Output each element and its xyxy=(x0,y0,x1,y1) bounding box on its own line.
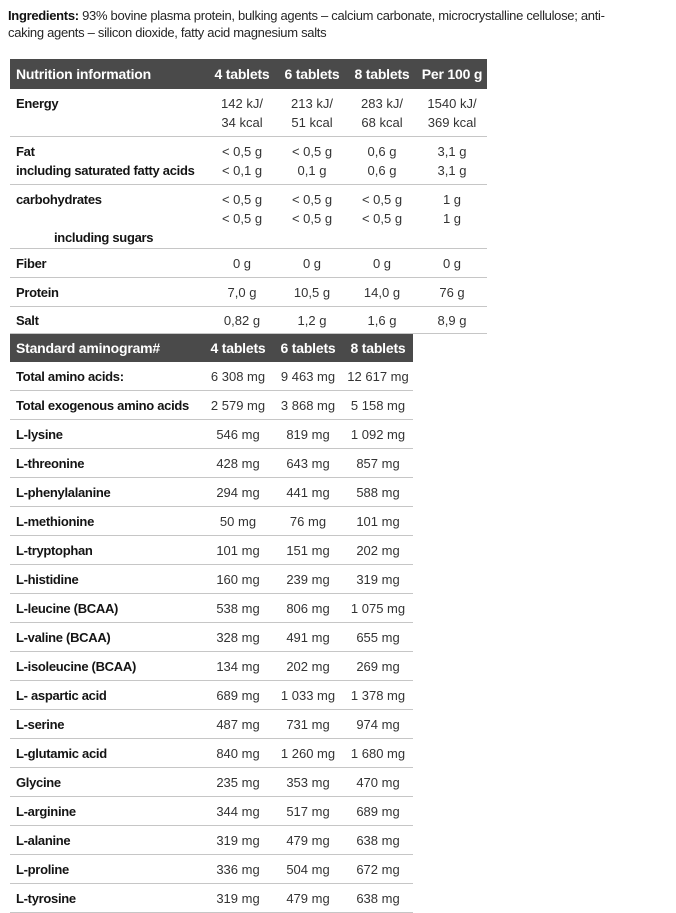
table-row-protein xyxy=(10,278,487,307)
carbs-8tab: < 0,5 g < 0,5 g xyxy=(361,192,403,226)
amino-value-8tab: 638 mg xyxy=(356,832,400,848)
amino-value-4tab: 101 mg xyxy=(216,542,260,558)
table-row xyxy=(10,681,413,710)
table-row xyxy=(10,594,413,623)
amino-value-4tab: 487 mg xyxy=(216,716,260,732)
amino-acid-label: L- aspartic acid xyxy=(16,687,107,703)
table-row xyxy=(10,507,413,536)
amino-value-8tab: 689 mg xyxy=(356,803,400,819)
ingredients-text-line1: 93% bovine plasma protein, bulking agents – calcium carbonate, microcrystalline cellulose; anti- xyxy=(78,8,605,23)
table-row xyxy=(10,565,413,594)
aminogram-header-row xyxy=(10,334,413,362)
carbs-label: carbohydrates including sugars xyxy=(10,190,207,247)
amino-value-6tab: 3 868 mg xyxy=(280,397,336,413)
table-row-energy xyxy=(10,89,487,137)
amino-value-6tab: 491 mg xyxy=(286,629,330,645)
amino-value-8tab: 857 mg xyxy=(356,455,400,471)
ingredients-line1 xyxy=(8,7,668,24)
amino-value-8tab: 1 680 mg xyxy=(350,745,406,761)
table-row xyxy=(10,449,413,478)
amino-value-6tab: 353 mg xyxy=(286,774,330,790)
amino-value-8tab: 12 617 mg xyxy=(347,368,409,384)
amino-value-6tab: 731 mg xyxy=(286,716,330,732)
table-row xyxy=(10,826,413,855)
table-row xyxy=(10,478,413,507)
table-row xyxy=(10,536,413,565)
energy-per100g: 1540 kJ/ 369 kcal xyxy=(427,96,477,130)
energy-6tab: 213 kJ/ 51 kcal xyxy=(291,96,333,130)
amino-col-header-8-tablets: 8 tablets xyxy=(350,340,406,356)
amino-value-8tab: 638 mg xyxy=(356,890,400,906)
amino-value-6tab: 643 mg xyxy=(286,455,330,471)
amino-value-6tab: 479 mg xyxy=(286,832,330,848)
amino-acid-label: L-methionine xyxy=(16,513,95,529)
ingredients-paragraph xyxy=(8,7,668,41)
protein-8tab: 14,0 g xyxy=(363,284,401,300)
carbs-sublabel: including sugars xyxy=(54,230,154,245)
amino-value-6tab: 819 mg xyxy=(286,426,330,442)
fiber-per100g: 0 g xyxy=(442,255,462,271)
amino-value-8tab: 1 075 mg xyxy=(350,600,406,616)
amino-acid-label: L-threonine xyxy=(16,455,85,471)
salt-6tab: 1,2 g xyxy=(297,312,327,328)
aminogram-table xyxy=(10,334,413,913)
amino-value-4tab: 344 mg xyxy=(216,803,260,819)
amino-acid-label: Total exogenous amino acids xyxy=(16,397,189,413)
fat-sublabel: including saturated fatty acids xyxy=(16,163,195,178)
amino-value-4tab: 6 308 mg xyxy=(210,368,266,384)
fiber-4tab: 0 g xyxy=(232,255,252,271)
fiber-label: Fiber xyxy=(16,255,47,271)
carbs-6tab: < 0,5 g < 0,5 g xyxy=(291,192,333,226)
protein-per100g: 76 g xyxy=(439,284,465,300)
amino-value-8tab: 5 158 mg xyxy=(350,397,406,413)
protein-6tab: 10,5 g xyxy=(293,284,331,300)
amino-acid-label: L-leucine (BCAA) xyxy=(16,600,119,616)
fat-4tab: < 0,5 g < 0,1 g xyxy=(221,144,263,178)
amino-value-6tab: 9 463 mg xyxy=(280,368,336,384)
amino-value-8tab: 672 mg xyxy=(356,861,400,877)
amino-value-4tab: 2 579 mg xyxy=(210,397,266,413)
amino-value-4tab: 840 mg xyxy=(216,745,260,761)
amino-acid-label: L-lysine xyxy=(16,426,63,442)
amino-value-8tab: 1 378 mg xyxy=(350,687,406,703)
amino-value-4tab: 428 mg xyxy=(216,455,260,471)
energy-8tab: 283 kJ/ 68 kcal xyxy=(361,96,403,130)
table-row xyxy=(10,739,413,768)
amino-value-6tab: 151 mg xyxy=(286,542,330,558)
table-row-fiber xyxy=(10,249,487,278)
amino-acid-label: Total amino acids: xyxy=(16,368,124,384)
aminogram-title: Standard aminogram# xyxy=(16,340,161,356)
carbs-per100g: 1 g 1 g xyxy=(442,192,462,226)
amino-col-header-6-tablets: 6 tablets xyxy=(280,340,336,356)
amino-value-6tab: 517 mg xyxy=(286,803,330,819)
amino-value-4tab: 235 mg xyxy=(216,774,260,790)
amino-value-4tab: 546 mg xyxy=(216,426,260,442)
amino-value-4tab: 538 mg xyxy=(216,600,260,616)
amino-value-8tab: 202 mg xyxy=(356,542,400,558)
amino-value-6tab: 76 mg xyxy=(289,513,327,529)
table-row xyxy=(10,623,413,652)
amino-value-4tab: 319 mg xyxy=(216,832,260,848)
table-row xyxy=(10,797,413,826)
fiber-6tab: 0 g xyxy=(302,255,322,271)
amino-value-4tab: 689 mg xyxy=(216,687,260,703)
salt-per100g: 8,9 g xyxy=(437,312,467,328)
nutrition-title: Nutrition information xyxy=(16,66,152,82)
table-row xyxy=(10,391,413,420)
energy-label: Energy xyxy=(16,96,59,111)
amino-value-6tab: 202 mg xyxy=(286,658,330,674)
amino-value-6tab: 239 mg xyxy=(286,571,330,587)
amino-value-4tab: 134 mg xyxy=(216,658,260,674)
amino-value-8tab: 101 mg xyxy=(356,513,400,529)
amino-value-8tab: 269 mg xyxy=(356,658,400,674)
table-row xyxy=(10,855,413,884)
amino-col-header-4-tablets: 4 tablets xyxy=(210,340,266,356)
amino-acid-label: L-tryptophan xyxy=(16,542,93,558)
amino-acid-label: L-isoleucine (BCAA) xyxy=(16,658,136,674)
col-header-6-tablets: 6 tablets xyxy=(284,66,340,82)
salt-8tab: 1,6 g xyxy=(367,312,397,328)
table-row xyxy=(10,420,413,449)
amino-acid-label: L-serine xyxy=(16,716,65,732)
amino-value-6tab: 441 mg xyxy=(286,484,330,500)
table-row xyxy=(10,652,413,681)
salt-label: Salt xyxy=(16,312,39,328)
amino-value-8tab: 470 mg xyxy=(356,774,400,790)
ingredients-line2: caking agents – silicon dioxide, fatty acid magnesium salts xyxy=(8,25,327,40)
amino-value-8tab: 319 mg xyxy=(356,571,400,587)
table-row xyxy=(10,362,413,391)
amino-acid-label: L-proline xyxy=(16,861,69,877)
amino-acid-label: L-alanine xyxy=(16,832,71,848)
nutrition-header-row xyxy=(10,59,487,89)
fat-per100g: 3,1 g 3,1 g xyxy=(437,144,467,178)
col-header-4-tablets: 4 tablets xyxy=(214,66,270,82)
fat-label: Fat including saturated fatty acids xyxy=(10,142,207,180)
nutrition-label-page xyxy=(0,7,676,907)
table-row-salt xyxy=(10,307,487,334)
amino-value-6tab: 504 mg xyxy=(286,861,330,877)
table-row xyxy=(10,884,413,913)
fat-6tab: < 0,5 g 0,1 g xyxy=(291,144,333,178)
amino-value-6tab: 479 mg xyxy=(286,890,330,906)
nutrition-table xyxy=(10,59,487,334)
amino-value-4tab: 336 mg xyxy=(216,861,260,877)
fiber-8tab: 0 g xyxy=(372,255,392,271)
protein-label: Protein xyxy=(16,284,59,300)
amino-value-8tab: 974 mg xyxy=(356,716,400,732)
table-row-fat xyxy=(10,137,487,185)
amino-value-4tab: 328 mg xyxy=(216,629,260,645)
amino-acid-label: L-valine (BCAA) xyxy=(16,629,111,645)
carbs-4tab: < 0,5 g < 0,5 g xyxy=(221,192,263,226)
table-row xyxy=(10,768,413,797)
col-header-8-tablets: 8 tablets xyxy=(354,66,410,82)
amino-acid-label: L-histidine xyxy=(16,571,79,587)
col-header-per-100g: Per 100 g xyxy=(421,66,483,82)
amino-value-8tab: 655 mg xyxy=(356,629,400,645)
amino-value-4tab: 294 mg xyxy=(216,484,260,500)
salt-4tab: 0,82 g xyxy=(223,312,261,328)
amino-value-6tab: 806 mg xyxy=(286,600,330,616)
amino-value-4tab: 160 mg xyxy=(216,571,260,587)
amino-acid-label: L-tyrosine xyxy=(16,890,76,906)
amino-value-6tab: 1 033 mg xyxy=(280,687,336,703)
table-row xyxy=(10,710,413,739)
energy-4tab: 142 kJ/ 34 kcal xyxy=(221,96,263,130)
table-row-carbohydrates xyxy=(10,185,487,249)
amino-acid-label: L-phenylalanine xyxy=(16,484,111,500)
amino-value-4tab: 319 mg xyxy=(216,890,260,906)
amino-acid-label: L-glutamic acid xyxy=(16,745,107,761)
amino-acid-label: L-arginine xyxy=(16,803,76,819)
amino-value-4tab: 50 mg xyxy=(219,513,257,529)
fat-8tab: 0,6 g 0,6 g xyxy=(367,144,397,178)
protein-4tab: 7,0 g xyxy=(227,284,257,300)
aminogram-rows xyxy=(10,362,413,913)
amino-value-8tab: 588 mg xyxy=(356,484,400,500)
ingredients-label: Ingredients: xyxy=(8,8,79,23)
amino-acid-label: Glycine xyxy=(16,774,61,790)
amino-value-6tab: 1 260 mg xyxy=(280,745,336,761)
amino-value-8tab: 1 092 mg xyxy=(350,426,406,442)
